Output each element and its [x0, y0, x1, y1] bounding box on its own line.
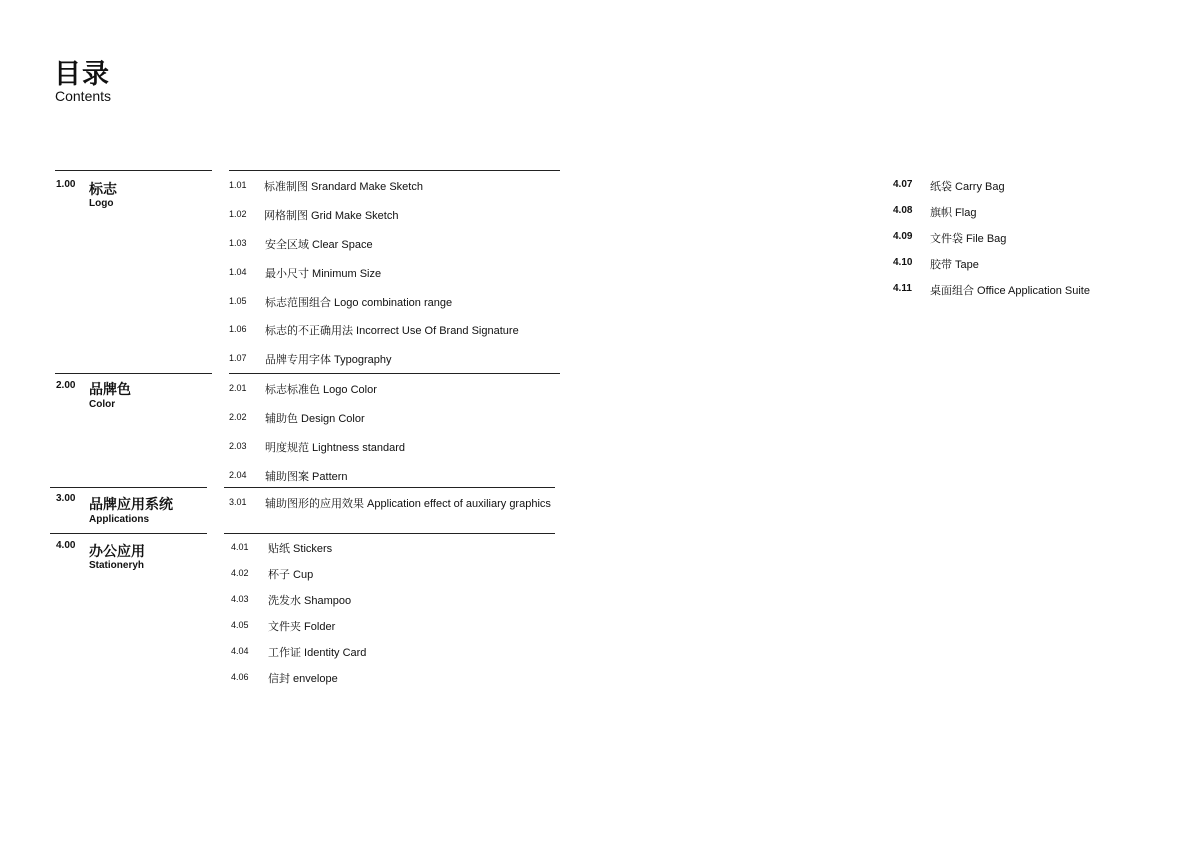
section-title-zh: 品牌应用系统 — [89, 496, 173, 512]
list-item: 标志标准色 Logo Color — [265, 384, 377, 396]
item-number: 4.07 — [893, 179, 913, 190]
item-number: 1.01 — [229, 180, 247, 190]
list-item: 明度规范 Lightness standard — [265, 442, 406, 454]
section-number: 3.00 — [56, 493, 76, 504]
section-number: 1.00 — [56, 179, 76, 190]
item-number: 4.05 — [231, 620, 249, 630]
item-number: 3.01 — [229, 497, 247, 507]
item-number: 2.04 — [229, 470, 247, 480]
list-item: 胶带 Tape — [930, 259, 979, 271]
section-rule-right-1 — [229, 170, 560, 171]
list-item: 辅助图案 Pattern — [265, 471, 348, 483]
item-number: 1.05 — [229, 296, 247, 306]
list-item: 网格制图 Grid Make Sketch — [264, 210, 399, 222]
item-number: 4.09 — [893, 231, 913, 242]
item-number: 4.06 — [231, 672, 249, 682]
item-number: 4.01 — [231, 542, 249, 552]
section-rule-right-4 — [224, 533, 555, 534]
section-title-zh: 品牌色 — [89, 381, 131, 397]
list-item: 标志的不正确用法 Incorrect Use Of Brand Signature — [265, 325, 519, 337]
item-number: 1.03 — [229, 238, 247, 248]
section-title-zh: 标志 — [89, 181, 117, 197]
list-item: 文件袋 File Bag — [930, 233, 1007, 245]
section-title-en: Applications — [89, 514, 150, 525]
item-number: 4.11 — [893, 283, 912, 294]
section-rule-left-2 — [55, 373, 212, 374]
section-number: 4.00 — [56, 540, 76, 551]
section-title-en: Color — [89, 399, 116, 410]
item-number: 4.02 — [231, 568, 249, 578]
item-number: 1.04 — [229, 267, 247, 277]
page-subtitle: Contents — [55, 88, 112, 104]
section-rule-left-3 — [50, 487, 207, 488]
section-rule-left-1 — [55, 170, 212, 171]
item-number: 1.07 — [229, 353, 247, 363]
list-item: 纸袋 Carry Bag — [930, 181, 1005, 193]
list-item: 洗发水 Shampoo — [268, 595, 352, 607]
section-title-en: Stationeryh — [89, 560, 145, 571]
item-number: 1.06 — [229, 324, 247, 334]
item-number: 2.03 — [229, 441, 247, 451]
list-item: 安全区域 Clear Space — [265, 239, 373, 251]
list-item: 标准制图 Srandard Make Sketch — [264, 181, 423, 193]
item-number: 2.02 — [229, 412, 247, 422]
section-title-zh: 办公应用 — [89, 543, 145, 559]
item-number: 2.01 — [229, 383, 247, 393]
section-number: 2.00 — [56, 380, 76, 391]
list-item: 旗帜 Flag — [930, 207, 977, 219]
item-number: 4.03 — [231, 594, 249, 604]
item-number: 4.08 — [893, 205, 913, 216]
list-item: 工作证 Identity Card — [268, 647, 367, 659]
item-number: 1.02 — [229, 209, 247, 219]
list-item: 文件夹 Folder — [268, 621, 336, 633]
list-item: 杯子 Cup — [268, 569, 314, 581]
list-item: 标志范围组合 Logo combination range — [265, 297, 453, 309]
list-item: 最小尺寸 Minimum Size — [265, 268, 382, 280]
section-title-en: Logo — [89, 198, 114, 209]
page-title: 目录 — [54, 59, 110, 89]
section-rule-right-2 — [229, 373, 560, 374]
list-item: 辅助色 Design Color — [265, 413, 365, 425]
section-rule-right-3 — [224, 487, 555, 488]
list-item: 品牌专用字体 Typography — [265, 354, 392, 366]
item-number: 4.04 — [231, 646, 249, 656]
list-item: 辅助图形的应用效果 Application effect of auxiliary graphics — [265, 498, 551, 510]
item-number: 4.10 — [893, 257, 913, 268]
list-item: 信封 envelope — [268, 673, 338, 685]
list-item: 贴纸 Stickers — [268, 543, 333, 555]
list-item: 桌面组合 Office Application Suite — [930, 285, 1090, 297]
section-rule-left-4 — [50, 533, 207, 534]
